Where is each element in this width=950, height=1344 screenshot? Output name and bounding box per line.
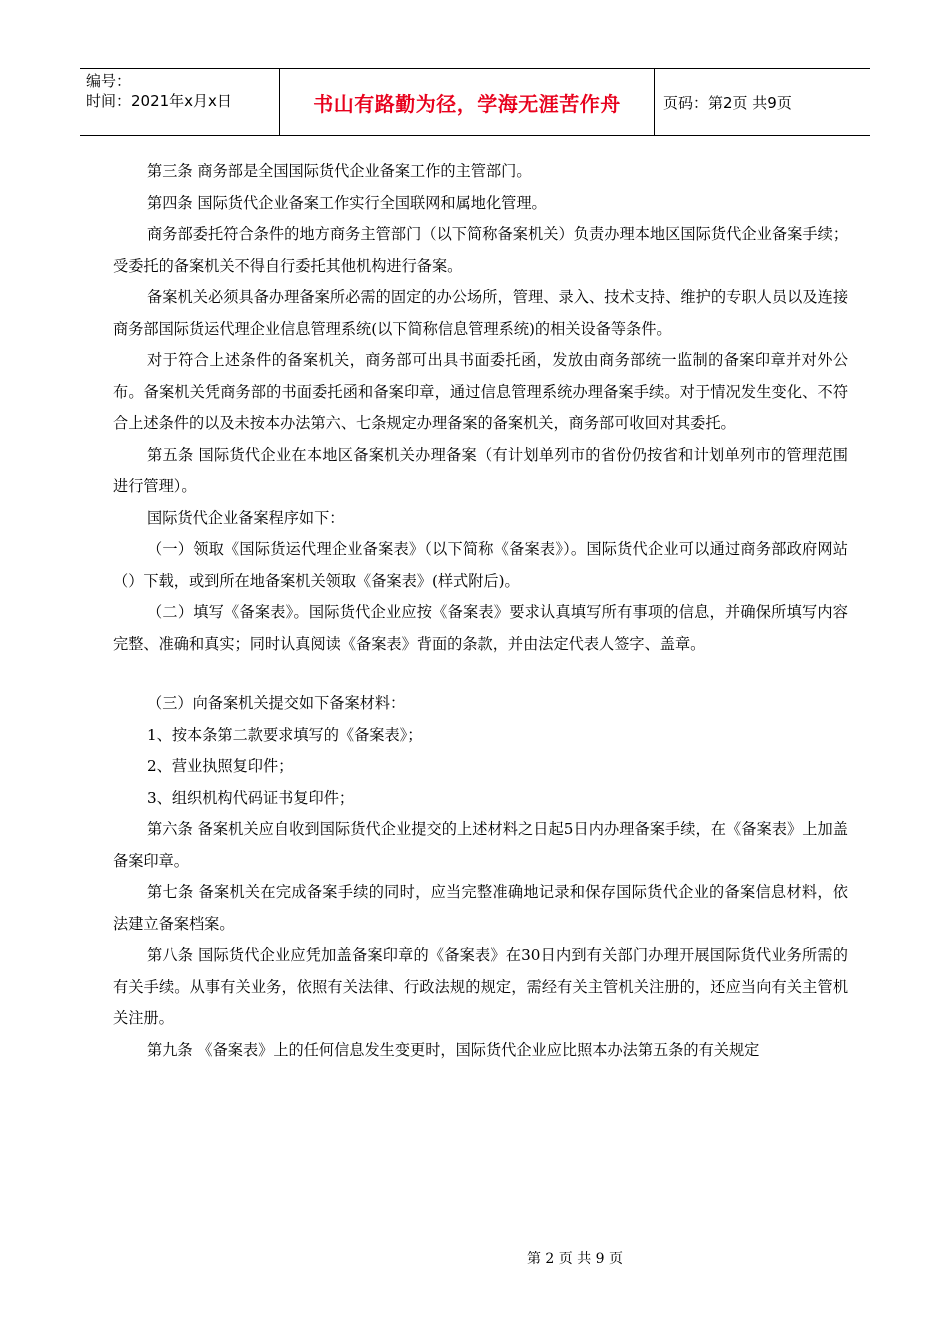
document-body bbox=[113, 156, 848, 1066]
header-page-cell bbox=[655, 69, 870, 135]
paragraph-article-3: 第三条 商务部是全国国际货代企业备案工作的主管部门。 bbox=[147, 162, 532, 180]
paragraph-article-7: 第七条 备案机关在完成备案手续的同时，应当完整准确地记录和保存国际货代企业的备案信息材料，依法建立备案档案。 bbox=[113, 883, 848, 933]
page-footer bbox=[0, 1248, 950, 1268]
paragraph: 国际货代企业备案程序如下： bbox=[147, 508, 345, 527]
list-item: 1、按本条第二款要求填写的《备案表》； bbox=[147, 725, 423, 744]
paragraph-article-8: 第八条 国际货代企业应凭加盖备案印章的《备案表》在30日内到有关部门办理开展国际货代业务所需的有关手续。从事有关业务，依照有关法律、行政法规的规定，需经有关主管机关注册的，还应当向有关主管机关注册。 bbox=[113, 946, 848, 1027]
header-motto: 书山有路勤为径，学海无涯苦作舟 bbox=[313, 91, 621, 116]
paragraph-article-4: 第四条 国际货代企业备案工作实行全国联网和属地化管理。 bbox=[147, 193, 547, 212]
list-item: 3、组织机构代码证书复印件； bbox=[147, 788, 355, 807]
paragraph: 备案机关必须具备办理备案所必需的固定的办公场所，管理、录入、技术支持、维护的专职人员以及连接商务部国际货运代理企业信息管理系统(以下简称信息管理系统)的相关设备等条件。 bbox=[113, 288, 848, 338]
paragraph-step-1: （一）领取《国际货运代理企业备案表》（以下简称《备案表》）。国际货代企业可以通过商务部政府网站（）下载，或到所在地备案机关领取《备案表》(样式附后)。 bbox=[113, 540, 848, 590]
paragraph-step-3: （三）向备案机关提交如下备案材料： bbox=[147, 694, 406, 712]
paragraph-article-5: 第五条 国际货代企业在本地区备案机关办理备案（有计划单列市的省份仍按省和计划单列市的管理范围进行管理）。 bbox=[113, 445, 848, 495]
header-page-info: 页码：第2页 共9页 bbox=[663, 93, 792, 112]
paragraph-step-2: （二）填写《备案表》。国际货代企业应按《备案表》要求认真填写所有事项的信息，并确保所填写内容完整、准确和真实；同时认真阅读《备案表》背面的条款，并由法定代表人签字、盖章。 bbox=[113, 603, 848, 653]
paragraph: 商务部委托符合条件的地方商务主管部门（以下简称备案机关）负责办理本地区国际货代企业备案手续；受委托的备案机关不得自行委托其他机构进行备案。 bbox=[113, 225, 848, 275]
paragraph-article-6: 第六条 备案机关应自收到国际货代企业提交的上述材料之日起5日内办理备案手续，在《备案表》上加盖备案印章。 bbox=[113, 820, 848, 870]
paragraph-article-9: 第九条 《备案表》上的任何信息发生变更时，国际货代企业应比照本办法第五条的有关规定 bbox=[147, 1040, 760, 1059]
time-label: 时间：2021年x月x日 bbox=[86, 92, 232, 110]
footer-page-number: 第 2 页 共 9 页 bbox=[526, 1251, 624, 1267]
header-motto-cell bbox=[280, 69, 655, 135]
list-item: 2、营业执照复印件； bbox=[147, 757, 294, 775]
number-label: 编号： bbox=[86, 72, 132, 90]
paragraph: 对于符合上述条件的备案机关，商务部可出具书面委托函，发放由商务部统一监制的备案印章并对外公布。备案机关凭商务部的书面委托函和备案印章，通过信息管理系统办理备案手续。对于情况发生变化、不符合上述条件的以及未按本办法第六、七条规定办理备案的备案机关，商务部可收回对其委托。 bbox=[113, 351, 848, 432]
header-table bbox=[80, 68, 870, 136]
header-meta-cell bbox=[80, 69, 280, 135]
